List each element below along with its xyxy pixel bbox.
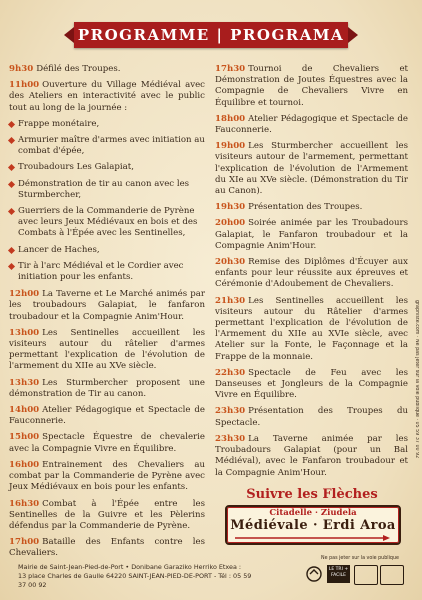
list-item: Guerriers de la Commanderie de Pyrène avec leurs Jeux Médiévaux en bois et des Combats à l'Épée avec les Sentinelles, xyxy=(9,206,205,240)
schedule-entry xyxy=(215,434,408,479)
entry-text: Les Sturmbercher proposent une démonstration de Tir au canon. xyxy=(9,377,205,399)
entry-text: Tournoi de Chevaliers et Démonstration de Joutes Équestres avec la Compagnie de Chevaliers Vivre en Équilibre et tournoi. xyxy=(215,64,408,108)
list-item: Démonstration de tir au canon avec les Sturmbercher, xyxy=(9,179,205,201)
schedule-entry xyxy=(215,114,408,136)
entry-text: Présentation des Troupes du Spectacle. xyxy=(215,406,408,428)
workshop-list xyxy=(9,119,205,283)
entry-text: Bataille des Enfants contre les Chevaliers. xyxy=(9,537,205,559)
logo-subtitle: Citadelle · Ziudela xyxy=(269,508,357,518)
schedule-entry xyxy=(9,405,205,427)
footer-address xyxy=(18,563,258,590)
schedule-entry xyxy=(9,64,205,75)
entry-text: La Taverne animée par les Troubadours Galapiat (pour un Bal Médiéval), avec le Fanfaron troubadour et la Compagnie Anim'Hour. xyxy=(215,433,408,478)
schedule-entry xyxy=(9,537,205,559)
tri-badge: LE TRI + FACILE xyxy=(327,565,350,583)
schedule-entry xyxy=(215,368,408,402)
entry-text: Atelier Pédagogique et Spectacle de Fauconnerie. xyxy=(9,405,205,427)
entry-time: 19h00 xyxy=(215,141,246,152)
schedule-entry xyxy=(9,80,205,114)
entry-time: 23h30 xyxy=(215,406,246,417)
sorting-bin-icon xyxy=(354,565,378,585)
entry-text: Défilé des Troupes. xyxy=(36,64,121,74)
logo-title: Médiévale · Erdi Aroa xyxy=(230,518,396,533)
entry-time: 12h00 xyxy=(9,289,40,300)
entry-text: Combat à l'Épée entre les Sentinelles de la Guivre et les Pèlerins défendus par la Commanderie de Pyrène. xyxy=(9,498,205,531)
list-item: Tir à l'arc Médiéval et le Cordier avec initiation pour les enfants. xyxy=(9,261,205,283)
entry-time: 20h00 xyxy=(215,218,246,229)
entry-text: Ouverture du Village Médiéval avec des Ateliers en interactivité avec le public tout au long de la journée : xyxy=(9,80,205,113)
vertical-print-info: graphiste.com · Ne pas jeter sur la voie publique · 05 59 37 00 92 xyxy=(414,300,419,459)
entry-text: Soirée animée par les Troubadours Galapiat, le Fanfaron troubadour et la Compagnie Anim'Hour. xyxy=(215,218,408,251)
entry-time: 23h30 xyxy=(215,433,246,444)
left-column xyxy=(9,64,205,565)
schedule-entry xyxy=(215,406,408,428)
schedule-entry xyxy=(9,328,205,373)
citadelle-medievale-logo xyxy=(225,505,401,545)
schedule-entry xyxy=(215,202,408,213)
entry-time: 20h30 xyxy=(215,257,246,268)
footer-note: Ne pas jeter sur la voie publique xyxy=(321,556,399,561)
footer-line: Mairie de Saint-Jean-Pied-de-Port • Donibane Garaziko Herriko Etxea : xyxy=(18,563,242,571)
entry-time: 13h00 xyxy=(9,327,40,338)
list-item: Frappe monétaire, xyxy=(9,119,205,130)
schedule-entry xyxy=(215,64,408,109)
right-column xyxy=(215,64,408,484)
entry-time: 18h00 xyxy=(215,113,246,124)
entry-time: 17h00 xyxy=(9,537,40,548)
entry-time: 21h30 xyxy=(215,295,246,306)
entry-text: Entrainement des Chevaliers au combat par la Commanderie de Pyrène avec Jeux Médiévaux en bois pour les enfants. xyxy=(9,459,205,493)
list-item: Armurier maître d'armes avec initiation au combat d'épée, xyxy=(9,135,205,157)
page-title: PROGRAMME | PROGRAMA xyxy=(74,22,348,48)
schedule-entry xyxy=(215,141,408,197)
follow-arrows-heading: Suivre les Flèches xyxy=(246,487,378,502)
entry-text: Les Sturmbercher accueillent les visiteurs autour de l'armement, permettant l'explication de l'évolution de l'Armement du XIe au XVe siècle. (Démonstration du Tir au Canon). xyxy=(215,141,408,197)
schedule-entry xyxy=(9,499,205,533)
entry-time: 9h30 xyxy=(9,64,34,74)
schedule-entry xyxy=(9,378,205,400)
entry-time: 16h00 xyxy=(9,459,40,470)
schedule-entry xyxy=(9,432,205,454)
entry-time: 11h00 xyxy=(9,80,40,91)
entry-time: 17h30 xyxy=(215,64,246,74)
entry-text: La Taverne et Le Marché animés par les troubadours Galapiat, le fanfaron troubadour et la Compagnie Anim'Hour. xyxy=(9,289,205,322)
paper-icon xyxy=(380,565,404,585)
entry-text: Les Sentinelles accueillent les visiteurs autour du Râtelier d'armes permettant l'explication de l'évolution de l'Armement du XIIe au XVIe siècle, avec Atelier sur la Fonte, le Façonnage et la Frappe de la monnaie. xyxy=(215,295,408,362)
list-item: Troubadours Les Galapiat, xyxy=(9,162,205,173)
entry-text: Les Sentinelles accueillent les visiteurs autour du râtelier d'armes permettant l'explication de l'évolution de l'armement du XIIe au XVe siècle. xyxy=(9,327,205,372)
schedule-entry xyxy=(215,257,408,291)
entry-text: Présentation des Troupes. xyxy=(248,202,363,213)
recycling-icons xyxy=(304,565,414,585)
footer-line: 13 place Charles de Gaulle 64220 SAINT-JEAN-PIED-DE-PORT - Tél : 05 59 37 00 92 xyxy=(18,572,252,589)
schedule-entry xyxy=(9,289,205,323)
schedule-entry xyxy=(9,460,205,494)
schedule-entry xyxy=(215,296,408,363)
entry-time: 15h00 xyxy=(9,432,40,443)
entry-text: Spectacle de Feu avec les Danseuses et Jongleurs de la Compagnie Vivre en Équilibre. xyxy=(215,367,408,401)
entry-time: 14h00 xyxy=(9,405,40,416)
entry-text: Spectacle Équestre de chevalerie avec la Compagnie Vivre en Équilibre. xyxy=(9,432,205,454)
entry-time: 19h30 xyxy=(215,202,246,213)
entry-time: 13h30 xyxy=(9,377,40,388)
entry-text: Atelier Pédagogique et Spectacle de Fauconnerie. xyxy=(215,113,408,136)
entry-time: 22h30 xyxy=(215,367,246,378)
recycle-icon xyxy=(304,565,324,583)
entry-time: 16h30 xyxy=(9,498,40,509)
schedule-entry xyxy=(215,218,408,252)
entry-text: Remise des Diplômes d'Écuyer aux enfants pour leur réussite aux épreuves et Cérémonie d'Adoubement de Chevaliers. xyxy=(215,257,408,290)
arrow-icon xyxy=(235,535,390,541)
list-item: Lancer de Haches, xyxy=(9,245,205,256)
